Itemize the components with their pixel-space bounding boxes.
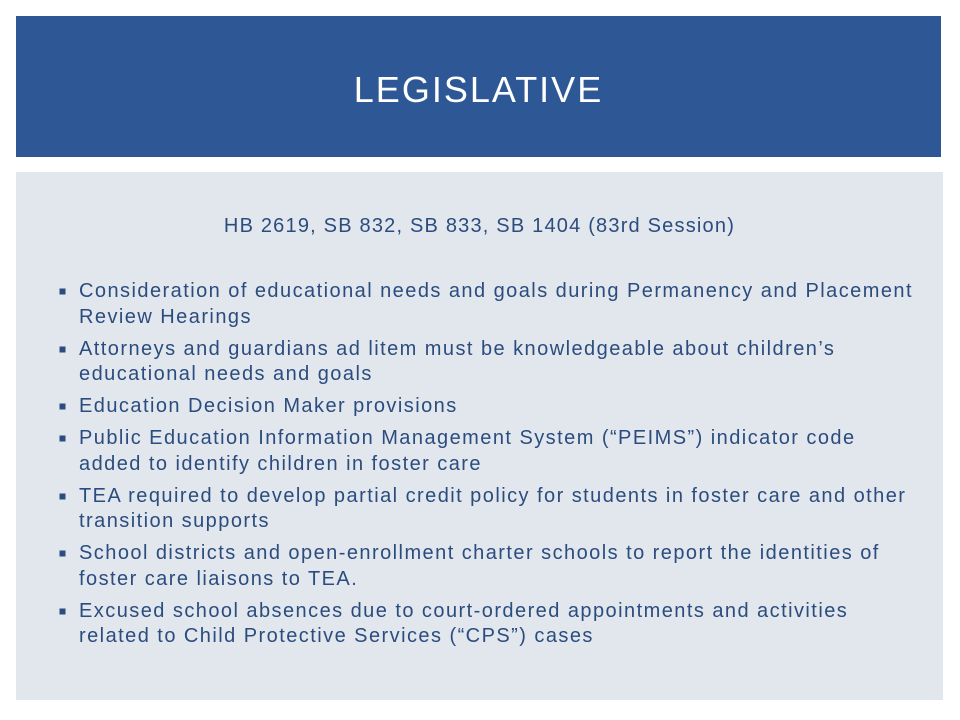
bullet-text: Excused school absences due to court-ordered appointments and activities related to Child Protective Services (“CPS”) cases (79, 599, 849, 647)
square-bullet-icon (58, 434, 67, 443)
bullet-text: Consideration of educational needs and goals during Permanency and Placement Review Hearings (79, 280, 914, 328)
bullet-item (56, 599, 916, 650)
title-band (16, 16, 941, 157)
slide-subtitle: HB 2619, SB 832, SB 833, SB 1404 (83rd Session) (223, 215, 736, 237)
bullet-item (56, 484, 916, 535)
square-bullet-icon (58, 492, 67, 501)
bullet-item (56, 394, 916, 420)
bullet-text: Public Education Information Management System (“PEIMS”) indicator code added to identify children in foster care (79, 427, 856, 475)
square-bullet-icon (58, 607, 67, 616)
bullet-list (56, 279, 916, 656)
square-bullet-icon (58, 287, 67, 296)
square-bullet-icon (58, 549, 67, 558)
bullet-text: TEA required to develop partial credit policy for students in foster care and other transition supports (79, 484, 907, 532)
bullet-item (56, 337, 916, 388)
slide-title: LEGISLATIVE (353, 68, 604, 110)
bullet-item (56, 426, 916, 477)
bullet-text: School districts and open-enrollment charter schools to report the identities of foster care liaisons to TEA. (79, 542, 880, 590)
bullet-text: Attorneys and guardians ad litem must be knowledgeable about children’s educational needs and goals (79, 337, 836, 385)
square-bullet-icon (58, 402, 67, 411)
content-panel (16, 172, 943, 700)
bullet-item (56, 279, 916, 330)
bullet-text: Education Decision Maker provisions (79, 395, 458, 417)
bullet-item (56, 541, 916, 592)
square-bullet-icon (58, 345, 67, 354)
